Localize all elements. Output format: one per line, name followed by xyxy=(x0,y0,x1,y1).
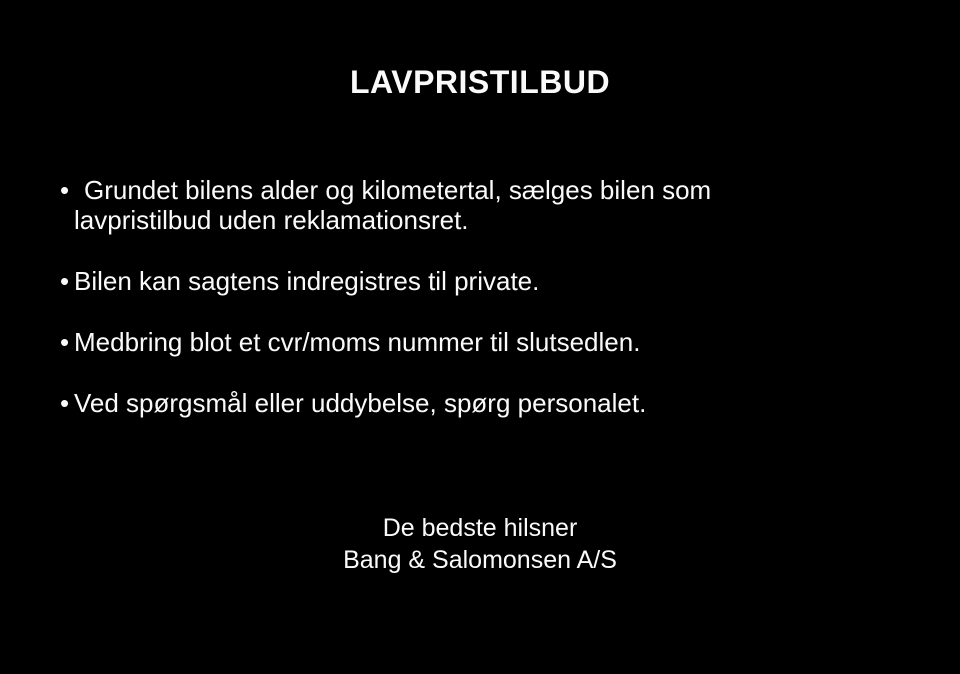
bullet-item xyxy=(60,266,860,296)
bullet-item xyxy=(60,327,860,357)
closing-line-company: Bang & Salomonsen A/S xyxy=(343,546,617,575)
closing-line-greeting: De bedste hilsner xyxy=(382,514,578,543)
bullet-text: Medbring blot et cvr/moms nummer til slutsedlen. xyxy=(74,327,641,358)
bullet-icon: • xyxy=(60,266,70,297)
bullet-text: Bilen kan sagtens indregistres til private. xyxy=(74,266,540,297)
bullet-list xyxy=(60,175,860,418)
closing-block xyxy=(0,512,960,576)
bullet-item xyxy=(60,175,860,235)
bullet-icon: • xyxy=(60,388,70,419)
bullet-text: Grundet bilens alder og kilometertal, sælges bilen som lavpristilbud uden reklamationsret. xyxy=(74,175,712,236)
bullet-icon: • xyxy=(60,175,70,206)
slide-title: LAVPRISTILBUD xyxy=(349,64,611,100)
bullet-text: Ved spørgsmål eller uddybelse, spørg personalet. xyxy=(74,388,647,419)
bullet-icon: • xyxy=(60,327,70,358)
bullet-item xyxy=(60,388,860,418)
